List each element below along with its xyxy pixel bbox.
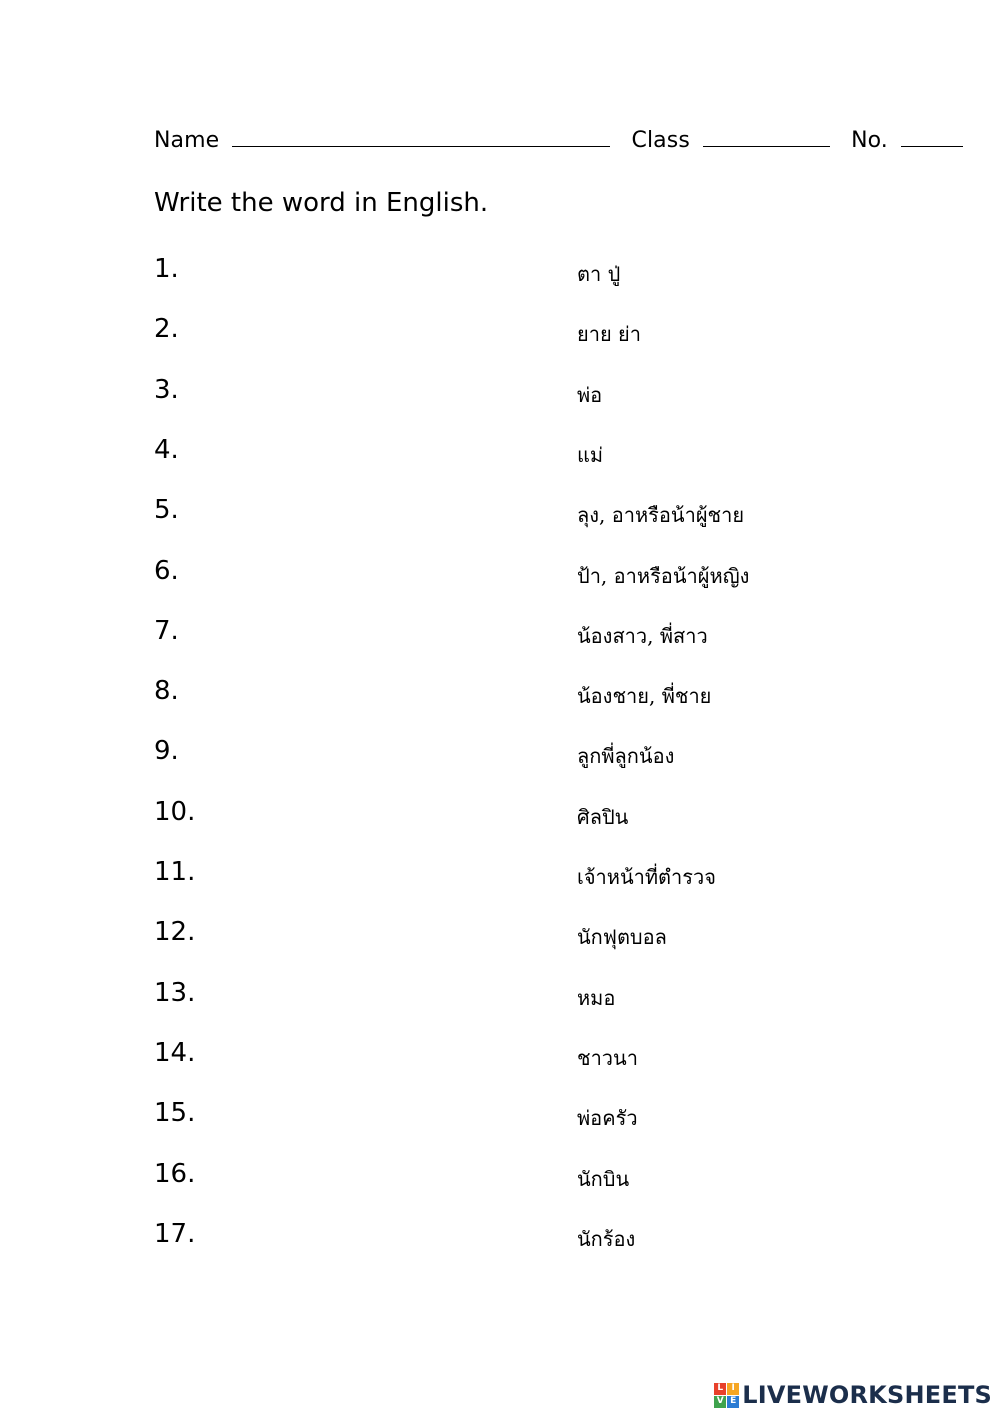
instruction-text: Write the word in English.: [154, 188, 489, 218]
item-thai-word: ศิลปิน: [577, 804, 629, 829]
item-number: 2.: [154, 314, 179, 345]
liveworksheets-logo-icon: [714, 1383, 739, 1408]
item-thai-word: นักบิน: [577, 1166, 630, 1191]
logo-tile: I: [727, 1383, 739, 1395]
item-thai-word: น้องสาว, พี่สาว: [577, 623, 708, 648]
item-number: 5.: [154, 495, 179, 526]
item-thai-word: ลูกพี่ลูกน้อง: [577, 744, 675, 769]
item-thai-word: นักร้อง: [577, 1226, 636, 1251]
item-thai-word: แม่: [577, 442, 604, 467]
item-thai-word: ป้า, อาหรือน้าผู้หญิง: [577, 563, 750, 588]
item-thai-word: น้องชาย, พี่ชาย: [577, 684, 712, 709]
logo-tile: E: [727, 1396, 739, 1408]
item-number: 3.: [154, 374, 179, 405]
class-blank-line[interactable]: [703, 126, 830, 147]
class-label: Class: [631, 128, 690, 153]
item-number: 13.: [154, 977, 196, 1008]
item-number: 16.: [154, 1158, 196, 1189]
item-number: 1.: [154, 254, 179, 284]
item-number: 17.: [154, 1218, 196, 1249]
logo-tile: L: [714, 1383, 726, 1395]
list-item: [0, 1098, 1000, 1138]
item-thai-word: พ่อ: [577, 382, 603, 407]
list-item: [0, 736, 1000, 776]
logo-tile: V: [714, 1396, 726, 1408]
list-item: [0, 375, 1000, 415]
item-thai-word: พ่อครัว: [577, 1106, 638, 1131]
list-item: [0, 857, 1000, 897]
student-info-header: [154, 126, 963, 153]
item-number: 14.: [154, 1037, 196, 1068]
list-item: [0, 797, 1000, 837]
item-number: 9.: [154, 736, 179, 767]
footer-logo: [714, 1381, 992, 1409]
item-thai-word: ตา ปู่: [577, 262, 621, 286]
item-thai-word: นักฟุตบอล: [577, 925, 667, 950]
list-item: [0, 556, 1000, 596]
name-blank-line[interactable]: [232, 126, 610, 147]
item-number: 6.: [154, 555, 179, 586]
list-item: [0, 917, 1000, 957]
list-item: [0, 676, 1000, 716]
item-thai-word: ยาย ย่า: [577, 322, 641, 347]
item-number: 7.: [154, 615, 179, 646]
no-blank-line[interactable]: [901, 126, 963, 147]
item-thai-word: เจ้าหน้าที่ตำรวจ: [577, 865, 716, 889]
name-label: Name: [154, 128, 220, 153]
list-item: [0, 978, 1000, 1018]
item-number: 12.: [154, 917, 196, 948]
item-thai-word: ลุง, อาหรือน้าผู้ชาย: [577, 503, 745, 528]
list-item: [0, 435, 1000, 475]
item-number: 8.: [154, 676, 179, 707]
item-number: 10.: [154, 796, 196, 827]
item-number: 11.: [154, 857, 196, 887]
list-item: [0, 314, 1000, 354]
list-item: [0, 495, 1000, 535]
list-item: [0, 616, 1000, 656]
logo-text: LIVEWORKSHEETS: [742, 1381, 992, 1409]
no-label: No.: [851, 128, 888, 153]
item-number: 4.: [154, 434, 179, 465]
item-number: 15.: [154, 1098, 196, 1129]
list-item: [0, 1038, 1000, 1078]
list-item: [0, 1219, 1000, 1259]
item-thai-word: ชาวนา: [577, 1045, 638, 1070]
list-item: [0, 254, 1000, 294]
item-thai-word: หมอ: [577, 985, 616, 1010]
list-item: [0, 1159, 1000, 1199]
